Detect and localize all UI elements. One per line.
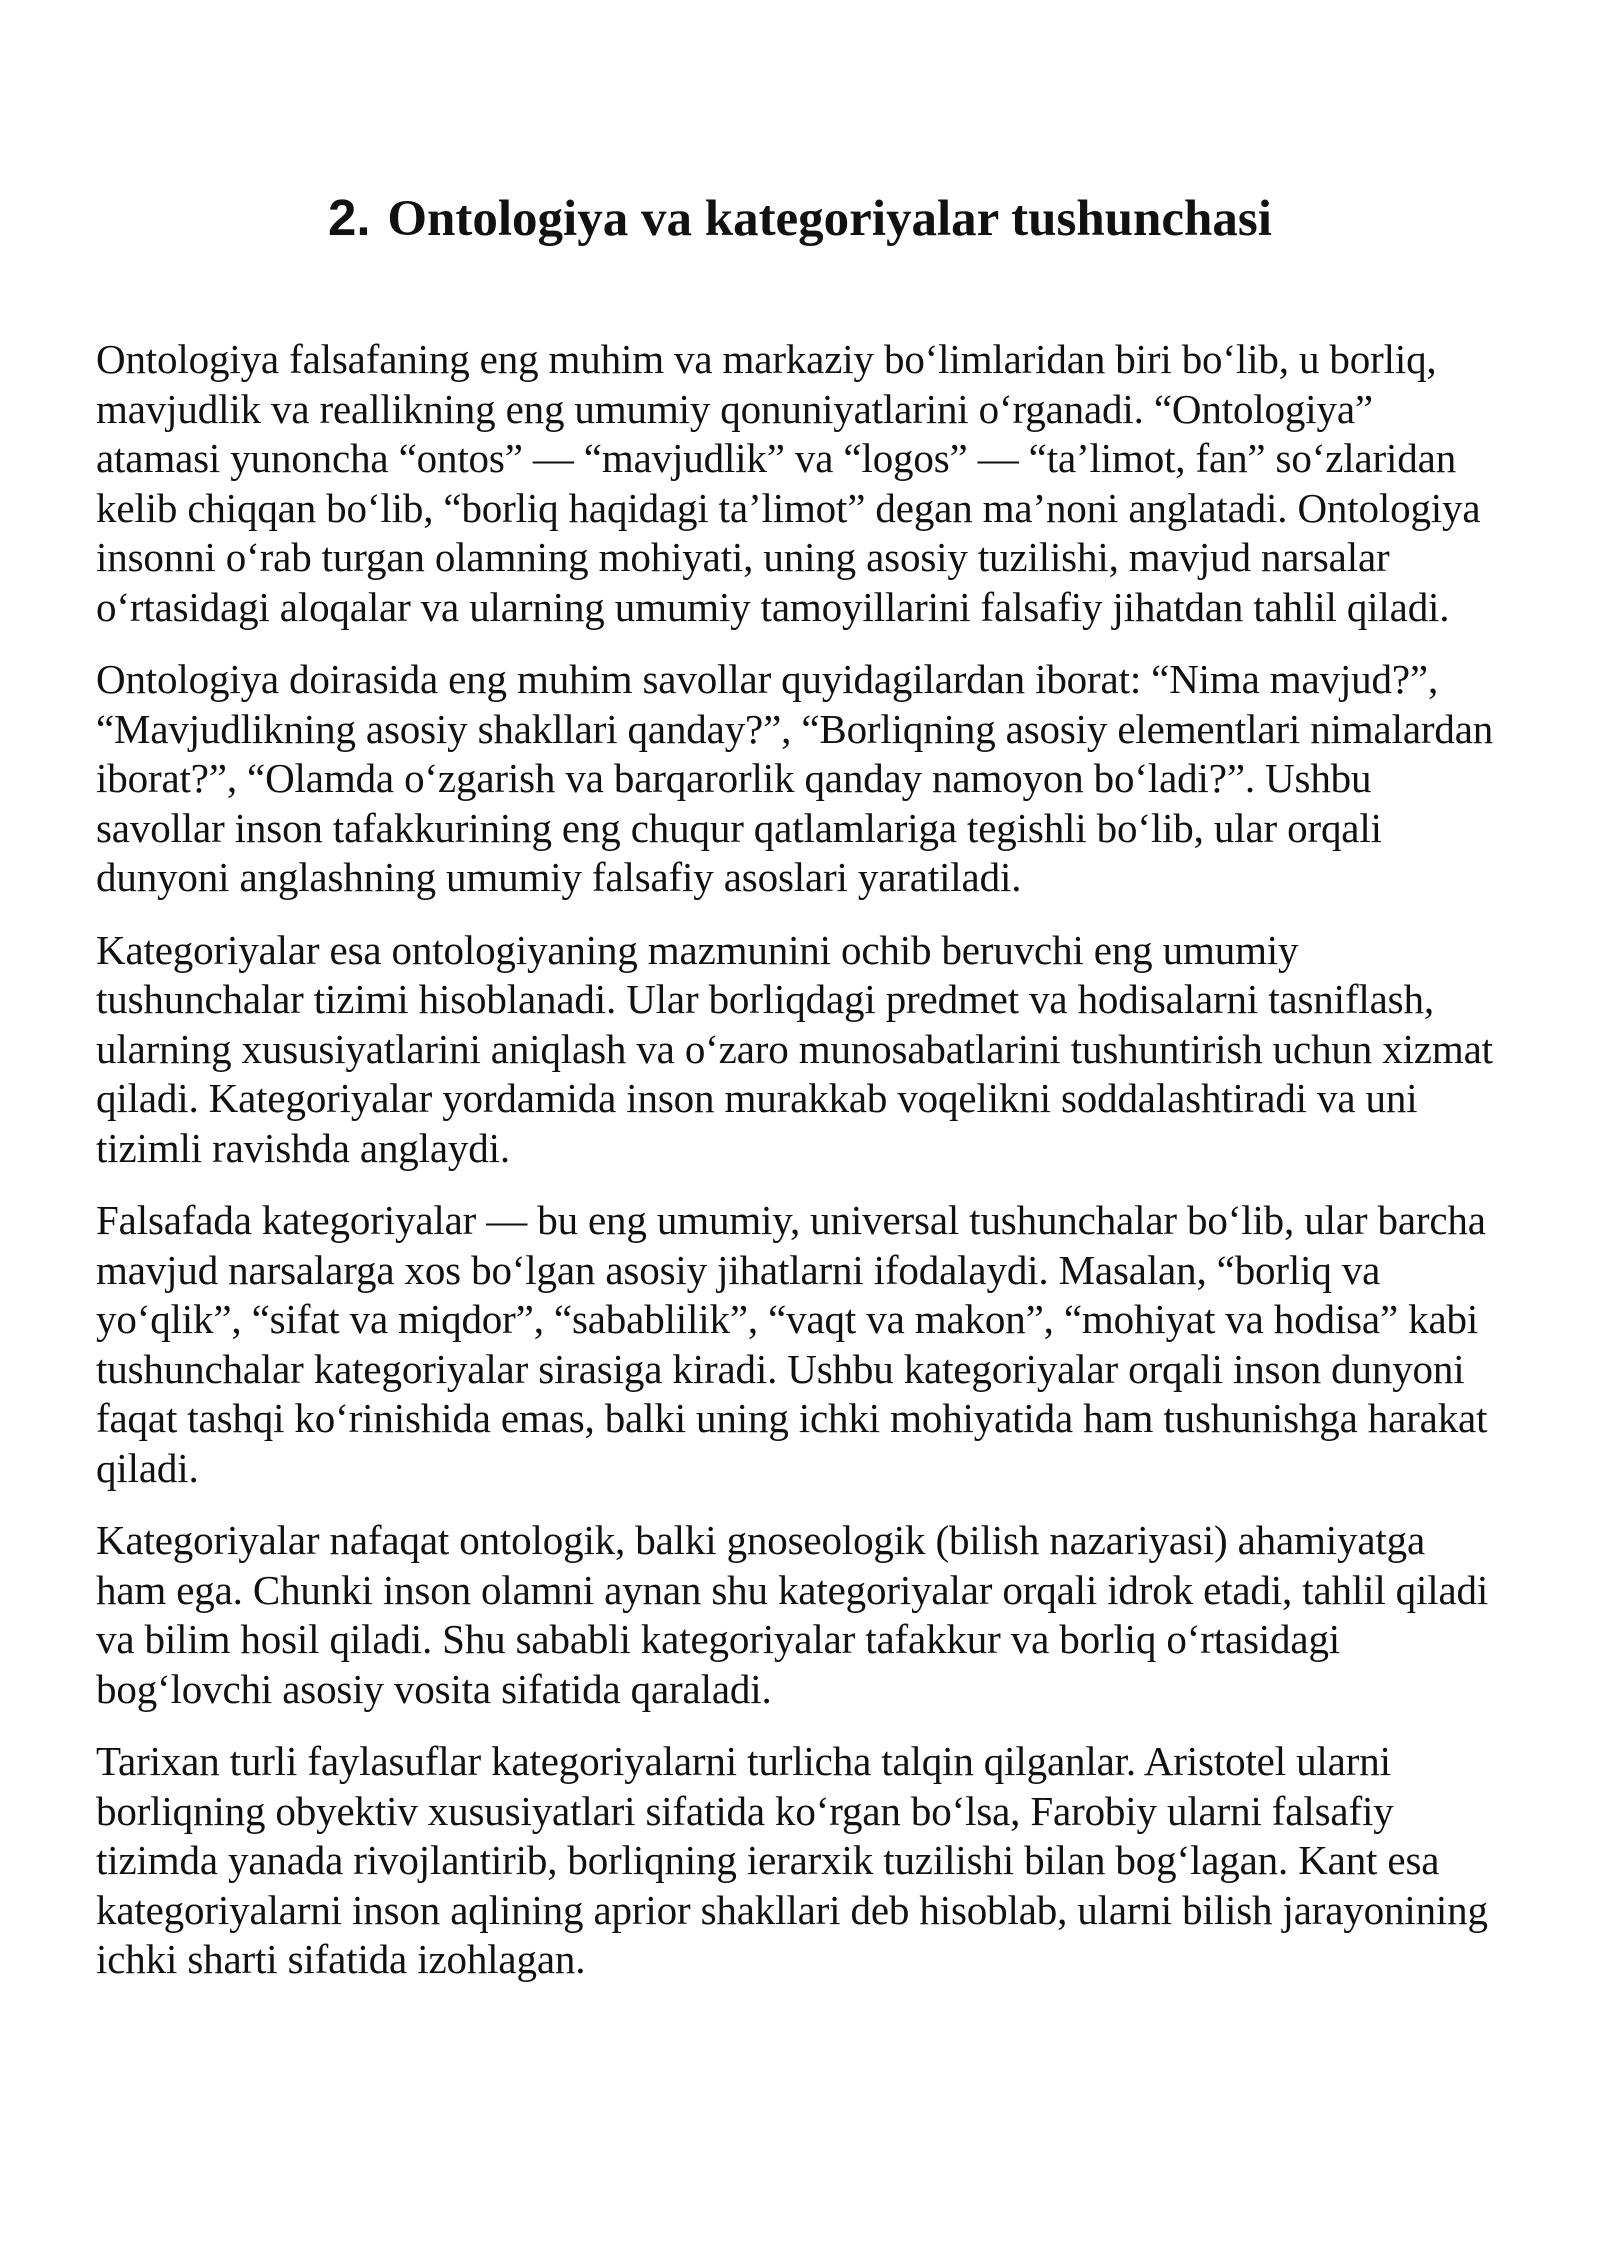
paragraph: Kategoriyalar esa ontologiyaning mazmunini ochib beruvchi eng umumiy tushunchalar tizimi hisoblanadi. Ular borliqdagi predmet va hodisalarni tasniflash, ularning xususiyatlarini aniqlash va o‘zaro munosabatlarini tushuntirish uchun xizmat qiladi. Kategoriyalar yordamida inson murakkab voqelikni soddalashtiradi va uni tizimli ravishda anglaydi. xyxy=(96,926,1493,1171)
paragraph: Ontologiya falsafaning eng muhim va markaziy bo‘limlaridan biri bo‘lib, u borliq, mavjudlik va reallikning eng umumiy qonuniyatlarini o‘rganadi. “Ontologiya” atamasi yunoncha “ontos” — “mavjudlik” va “logos” — “ta’limot, fan” so‘zlaridan kelib chiqqan bo‘lib, “borliq haqidagi ta’limot” degan ma’noni anglatadi. Ontologiya insonni o‘rab turgan olamning mohiyati, uning asosiy tuzilishi, mavjud narsalar o‘rtasidagi aloqalar va ularning umumiy tamoyillarini falsafiy jihatdan tahlil qiladi. xyxy=(96,336,1481,630)
paragraph: Kategoriyalar nafaqat ontologik, balki gnoseologik (bilish nazariyasi) ahamiyatga ham ega. Chunki inson olamni aynan shu kategoriyalar orqali idrok etadi, tahlil qiladi va bilim hosil qiladi. Shu sababli kategoriyalar tafakkur va borliq o‘rtasidagi bog‘lovchi asosiy vosita sifatida qaraladi. xyxy=(96,1517,1489,1712)
page-title xyxy=(96,190,1504,247)
paragraph: Ontologiya doirasida eng muhim savollar quyidagilardan iborat: “Nima mavjud?”, “Mavjudlikning asosiy shakllari qanday?”, “Borliqning asosiy elementlari nimalardan iborat?”, “Olamda o‘zgarish va barqarorlik qanday namoyon bo‘ladi?”. Ushbu savollar inson tafakkurining eng chuqur qatlamlariga tegishli bo‘lib, ular orqali dunyoni anglashning umumiy falsafiy asoslari yaratiladi. xyxy=(96,656,1494,901)
title-text: Ontologiya va kategoriyalar tushunchasi xyxy=(387,191,1272,247)
paragraph: Tarixan turli faylasuflar kategoriyalarni turlicha talqin qilganlar. Aristotel ularni borliqning obyektiv xususiyatlari sifatida ko‘rgan bo‘lsa, Farobiy ularni falsafiy tizimda yanada rivojlantirib, borliqning ierarxik tuzilishi bilan bog‘lagan. Kant esa kategoriyalarni inson aqlining aprior shakllari deb hisoblab, ularni bilish jarayonining ichki sharti sifatida izohlagan. xyxy=(96,1738,1488,1983)
paragraph: Falsafada kategoriyalar — bu eng umumiy, universal tushunchalar bo‘lib, ular barcha mavjud narsalarga xos bo‘lgan asosiy jihatlarni ifodalaydi. Masalan, “borliq va yo‘qlik”, “sifat va miqdor”, “sabablilik”, “vaqt va makon”, “mohiyat va hodisa” kabi tushunchalar kategoriyalar sirasiga kiradi. Ushbu kategoriyalar orqali inson dunyoni faqat tashqi ko‘rinishida emas, balki uning ichki mohiyatida ham tushunishga harakat qiladi. xyxy=(96,1197,1488,1491)
title-number: 2. xyxy=(328,189,371,246)
